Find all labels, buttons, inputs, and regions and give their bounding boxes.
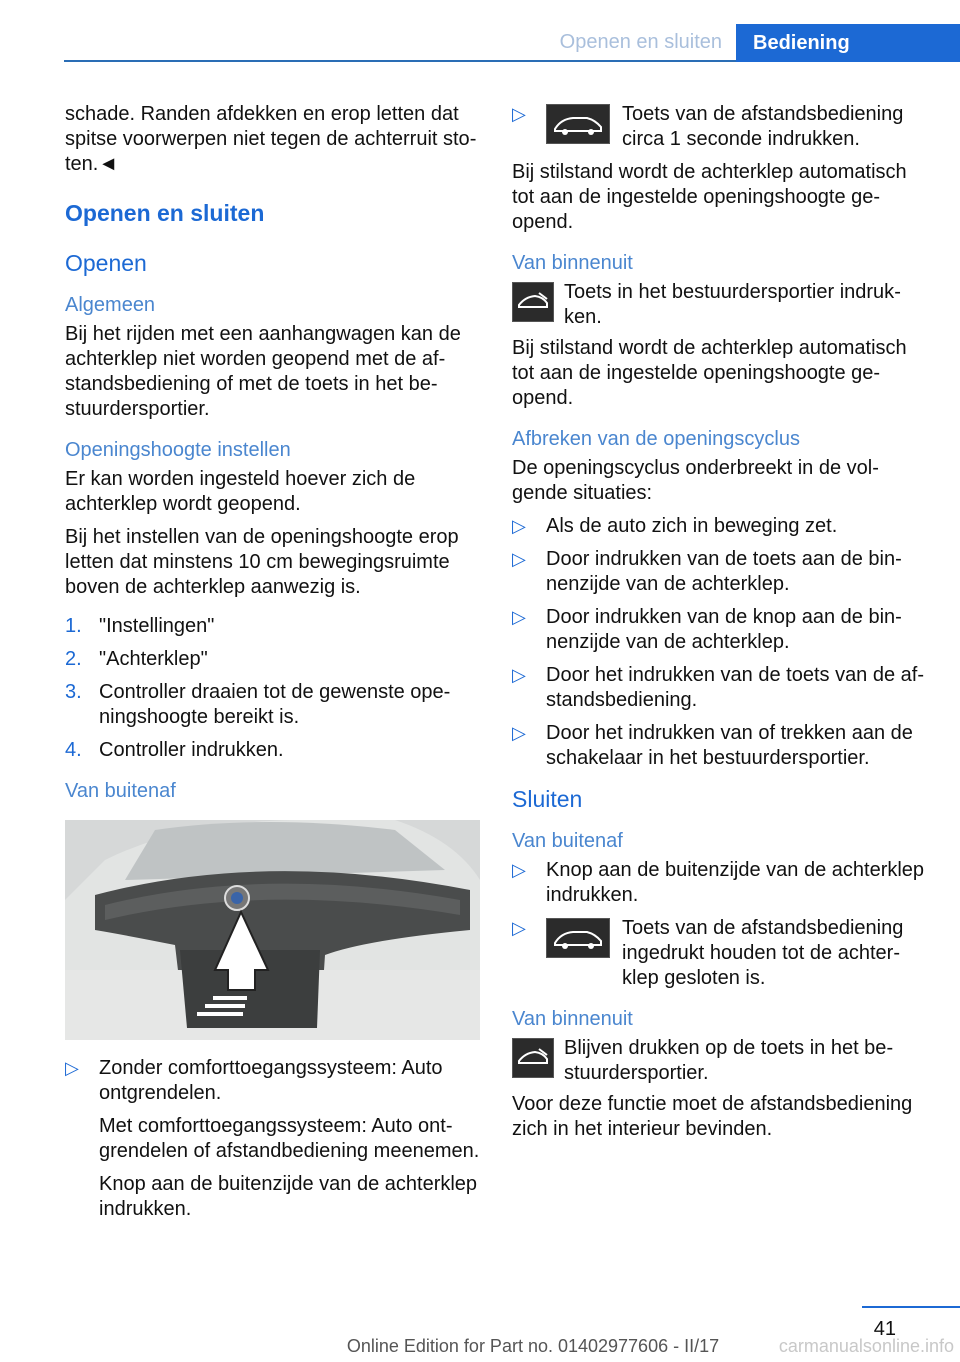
list-item	[512, 916, 927, 991]
list-item	[512, 514, 927, 539]
heading-afbreken: Afbreken van de openingscyclus	[512, 428, 800, 450]
steps-list	[65, 614, 480, 763]
tailgate-illustration	[65, 820, 480, 1040]
triangle-right-icon: ▷	[65, 1058, 79, 1078]
list-item	[65, 614, 480, 639]
door-button-text: Toets in het bestuurdersportier indrukken.	[564, 281, 901, 328]
triangle-right-icon: ▷	[512, 860, 526, 880]
door-button-text-2: Blijven drukken op de toets in het bestuurdersportier.	[564, 1037, 894, 1084]
paragraph-hoogte-1: Er kan worden ingesteld hoever zich de achterklep wordt geopend.	[65, 468, 416, 515]
triangle-right-icon: ▷	[512, 665, 526, 685]
triangle-right-icon: ▷	[512, 516, 526, 536]
situation-text: Door het indrukken van de toets van de afstandsbediening.	[546, 664, 925, 711]
close-bullets	[512, 858, 927, 991]
left-column	[65, 102, 480, 1230]
page-number: 41	[873, 1318, 896, 1340]
step-number: 3.	[65, 681, 82, 703]
step-text: "Instellingen"	[99, 615, 215, 637]
tailgate-button-icon	[512, 1038, 554, 1078]
triangle-right-icon: ▷	[512, 549, 526, 569]
paragraph-final: Voor deze functie moet de afstandsbediening zich in het interieur bevinden.	[512, 1093, 913, 1140]
list-item	[512, 102, 927, 152]
triangle-right-icon: ▷	[512, 918, 526, 938]
door-button-row-2	[512, 1036, 927, 1086]
heading-van-binnenuit-2: Van binnenuit	[512, 1008, 633, 1030]
triangle-right-icon: ▷	[512, 723, 526, 743]
list-item	[65, 647, 480, 672]
heading-van-buitenaf-2: Van buitenaf	[512, 830, 623, 852]
heading-van-buitenaf: Van buitenaf	[65, 780, 176, 802]
situations-list	[512, 514, 927, 771]
tailgate-button-icon	[512, 282, 554, 322]
car-tailgate-remote-icon	[546, 918, 610, 958]
list-item	[512, 547, 927, 597]
heading-openen: Openen	[65, 250, 147, 276]
header-chapter-tab: Bediening	[736, 24, 960, 62]
paragraph-algemeen: Bij het rijden met een aanhangwagen kan de achterklep niet worden geopend met de afstandsbediening of met de toets in het bestuurdersportier.	[65, 323, 461, 420]
list-item	[512, 663, 927, 713]
footer-edition: Online Edition for Part no. 01402977606 - II/17	[346, 1336, 720, 1356]
close-bullet-text: Toets van de afstandsbediening ingedrukt houden tot de achterklep gesloten is.	[622, 917, 904, 989]
triangle-right-icon: ▷	[512, 104, 526, 124]
intro-text: schade. Randen afdekken en erop letten dat spitse voorwerpen niet tegen de achterruit stoten.◄	[65, 103, 477, 175]
situation-text: Als de auto zich in beweging zet.	[546, 515, 838, 537]
step-number: 1.	[65, 615, 82, 637]
heading-openen-sluiten: Openen en sluiten	[65, 200, 265, 226]
heading-sluiten: Sluiten	[512, 786, 583, 812]
right-column	[512, 102, 927, 1150]
triangle-right-icon: ▷	[512, 607, 526, 627]
list-item	[512, 721, 927, 771]
step-number: 2.	[65, 648, 82, 670]
situation-text: Door het indrukken van of trekken aan de schakelaar in het bestuurdersportier.	[546, 722, 913, 769]
car-rear-image	[65, 820, 480, 1040]
list-item	[65, 1056, 480, 1222]
remote-key-text: Toets van de afstandsbediening circa 1 seconde indrukken.	[622, 103, 904, 150]
header-section-title: Openen en sluiten	[559, 31, 722, 53]
door-button-row	[512, 280, 927, 330]
heading-algemeen: Algemeen	[65, 294, 156, 316]
watermark: carmanualsonline.info	[778, 1336, 954, 1356]
heading-van-binnenuit: Van binnenuit	[512, 252, 633, 274]
bullet-main-text: Zonder comforttoegangssysteem: Auto ontgrendelen.	[99, 1057, 443, 1104]
close-bullet-text: Knop aan de buitenzijde van de achterklep indrukken.	[546, 859, 925, 906]
bullet-sub-text-1: Met comforttoegangssysteem: Auto ontgrendelen of afstandbediening meenemen.	[99, 1115, 480, 1162]
list-item	[65, 738, 480, 763]
step-text: "Achterklep"	[99, 648, 208, 670]
heading-openingshoogte: Openingshoogte instellen	[65, 439, 291, 461]
car-tailgate-remote-icon	[546, 104, 610, 144]
step-text: Controller draaien tot de gewenste openingshoogte bereikt is.	[99, 681, 451, 728]
paragraph-stilstand-2: Bij stilstand wordt de achterklep automatisch tot aan de ingestelde openingshoogte geopend.	[512, 337, 907, 409]
buitenaf-bullets	[65, 1056, 480, 1222]
paragraph-afbreken: De openingscyclus onderbreekt in de volgende situaties:	[512, 457, 879, 504]
paragraph-hoogte-2: Bij het instellen van de openingshoogte erop letten dat minstens 10 cm bewegingsruimte boven de achterklep aanwezig is.	[65, 526, 459, 598]
step-number: 4.	[65, 739, 82, 761]
step-text: Controller indrukken.	[99, 739, 284, 761]
situation-text: Door indrukken van de knop aan de binnenzijde van de achterklep.	[546, 606, 902, 653]
remote-bullets	[512, 102, 927, 152]
list-item	[512, 605, 927, 655]
paragraph-stilstand-1: Bij stilstand wordt de achterklep automatisch tot aan de ingestelde openingshoogte geopend.	[512, 161, 907, 233]
list-item	[65, 680, 480, 730]
situation-text: Door indrukken van de toets aan de binnenzijde van de achterklep.	[546, 548, 902, 595]
list-item	[512, 858, 927, 908]
footer-rule	[862, 1306, 960, 1308]
bullet-sub-text-2: Knop aan de buitenzijde van de achterklep indrukken.	[99, 1173, 478, 1220]
